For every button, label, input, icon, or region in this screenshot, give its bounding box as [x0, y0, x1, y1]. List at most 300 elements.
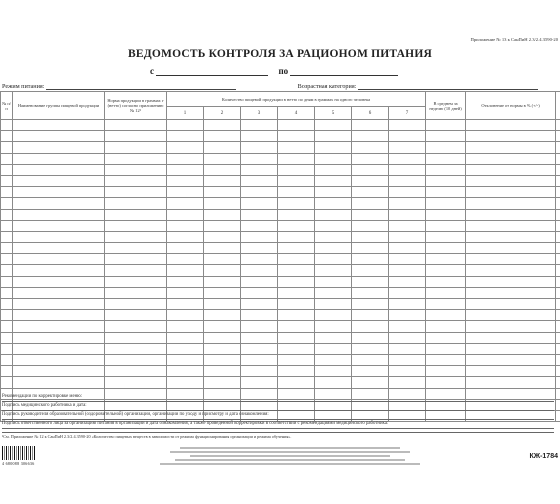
- table-cell[interactable]: [167, 287, 204, 298]
- table-cell[interactable]: [13, 343, 105, 354]
- table-cell[interactable]: [278, 343, 315, 354]
- table-cell[interactable]: [204, 354, 241, 365]
- table-cell[interactable]: [13, 332, 105, 343]
- table-cell[interactable]: [315, 231, 352, 242]
- table-cell[interactable]: [466, 276, 556, 287]
- table-cell[interactable]: [315, 209, 352, 220]
- table-cell[interactable]: [105, 354, 167, 365]
- table-cell[interactable]: [1, 321, 13, 332]
- table-cell[interactable]: [426, 254, 466, 265]
- table-cell[interactable]: [278, 310, 315, 321]
- table-cell[interactable]: [352, 131, 389, 142]
- table-cell[interactable]: [389, 175, 426, 186]
- table-cell[interactable]: [204, 131, 241, 142]
- table-cell[interactable]: [167, 198, 204, 209]
- table-cell[interactable]: [105, 366, 167, 377]
- table-cell[interactable]: [466, 153, 556, 164]
- table-cell[interactable]: [105, 377, 167, 388]
- table-cell[interactable]: [352, 276, 389, 287]
- table-cell[interactable]: [315, 153, 352, 164]
- table-cell[interactable]: [556, 265, 560, 276]
- table-cell[interactable]: [1, 175, 13, 186]
- table-cell[interactable]: [1, 220, 13, 231]
- table-cell[interactable]: [204, 198, 241, 209]
- table-cell[interactable]: [426, 287, 466, 298]
- table-cell[interactable]: [352, 310, 389, 321]
- table-cell[interactable]: [426, 354, 466, 365]
- table-cell[interactable]: [426, 198, 466, 209]
- table-cell[interactable]: [315, 299, 352, 310]
- table-cell[interactable]: [105, 343, 167, 354]
- table-cell[interactable]: [352, 164, 389, 175]
- table-cell[interactable]: [315, 265, 352, 276]
- table-cell[interactable]: [426, 142, 466, 153]
- table-cell[interactable]: [426, 377, 466, 388]
- table-cell[interactable]: [204, 220, 241, 231]
- table-cell[interactable]: [466, 209, 556, 220]
- table-cell[interactable]: [466, 287, 556, 298]
- table-cell[interactable]: [241, 377, 278, 388]
- table-cell[interactable]: [278, 175, 315, 186]
- table-cell[interactable]: [556, 220, 560, 231]
- table-cell[interactable]: [105, 299, 167, 310]
- table-cell[interactable]: [278, 198, 315, 209]
- table-cell[interactable]: [389, 231, 426, 242]
- table-cell[interactable]: [426, 366, 466, 377]
- table-cell[interactable]: [389, 198, 426, 209]
- table-cell[interactable]: [167, 377, 204, 388]
- table-cell[interactable]: [389, 153, 426, 164]
- table-cell[interactable]: [13, 265, 105, 276]
- table-cell[interactable]: [13, 310, 105, 321]
- table-cell[interactable]: [204, 142, 241, 153]
- table-cell[interactable]: [556, 231, 560, 242]
- table-cell[interactable]: [389, 243, 426, 254]
- table-cell[interactable]: [556, 332, 560, 343]
- table-cell[interactable]: [167, 209, 204, 220]
- table-cell[interactable]: [556, 175, 560, 186]
- table-cell[interactable]: [1, 243, 13, 254]
- table-cell[interactable]: [556, 276, 560, 287]
- table-cell[interactable]: [105, 175, 167, 186]
- table-cell[interactable]: [167, 366, 204, 377]
- table-cell[interactable]: [426, 343, 466, 354]
- table-cell[interactable]: [556, 399, 560, 410]
- table-cell[interactable]: [241, 299, 278, 310]
- table-cell[interactable]: [105, 164, 167, 175]
- table-cell[interactable]: [13, 120, 105, 131]
- table-cell[interactable]: [204, 343, 241, 354]
- table-cell[interactable]: [278, 321, 315, 332]
- table-cell[interactable]: [352, 343, 389, 354]
- table-cell[interactable]: [466, 366, 556, 377]
- table-cell[interactable]: [1, 254, 13, 265]
- table-cell[interactable]: [204, 175, 241, 186]
- table-cell[interactable]: [167, 332, 204, 343]
- table-cell[interactable]: [13, 164, 105, 175]
- table-cell[interactable]: [352, 120, 389, 131]
- table-cell[interactable]: [556, 354, 560, 365]
- table-cell[interactable]: [315, 220, 352, 231]
- table-cell[interactable]: [426, 332, 466, 343]
- table-cell[interactable]: [466, 254, 556, 265]
- table-cell[interactable]: [426, 299, 466, 310]
- table-cell[interactable]: [426, 231, 466, 242]
- table-cell[interactable]: [105, 265, 167, 276]
- table-cell[interactable]: [278, 254, 315, 265]
- table-cell[interactable]: [241, 187, 278, 198]
- table-cell[interactable]: [315, 175, 352, 186]
- table-cell[interactable]: [105, 198, 167, 209]
- table-cell[interactable]: [389, 332, 426, 343]
- table-cell[interactable]: [389, 187, 426, 198]
- table-cell[interactable]: [105, 131, 167, 142]
- table-cell[interactable]: [204, 164, 241, 175]
- table-cell[interactable]: [1, 276, 13, 287]
- table-cell[interactable]: [105, 276, 167, 287]
- table-cell[interactable]: [105, 287, 167, 298]
- table-cell[interactable]: [241, 153, 278, 164]
- table-cell[interactable]: [556, 410, 560, 421]
- table-cell[interactable]: [315, 187, 352, 198]
- table-cell[interactable]: [278, 366, 315, 377]
- table-cell[interactable]: [389, 366, 426, 377]
- table-cell[interactable]: [1, 332, 13, 343]
- table-cell[interactable]: [556, 321, 560, 332]
- table-cell[interactable]: [556, 366, 560, 377]
- table-cell[interactable]: [1, 153, 13, 164]
- table-cell[interactable]: [466, 321, 556, 332]
- table-cell[interactable]: [278, 276, 315, 287]
- table-cell[interactable]: [105, 254, 167, 265]
- table-cell[interactable]: [278, 187, 315, 198]
- table-cell[interactable]: [466, 243, 556, 254]
- table-cell[interactable]: [13, 220, 105, 231]
- table-cell[interactable]: [204, 377, 241, 388]
- table-cell[interactable]: [389, 276, 426, 287]
- table-cell[interactable]: [105, 120, 167, 131]
- table-cell[interactable]: [315, 343, 352, 354]
- table-cell[interactable]: [167, 220, 204, 231]
- table-cell[interactable]: [352, 187, 389, 198]
- table-cell[interactable]: [556, 299, 560, 310]
- table-cell[interactable]: [466, 120, 556, 131]
- table-cell[interactable]: [426, 310, 466, 321]
- table-cell[interactable]: [167, 231, 204, 242]
- table-cell[interactable]: [204, 332, 241, 343]
- table-cell[interactable]: [167, 310, 204, 321]
- table-cell[interactable]: [278, 377, 315, 388]
- table-cell[interactable]: [278, 354, 315, 365]
- table-cell[interactable]: [1, 299, 13, 310]
- table-cell[interactable]: [352, 287, 389, 298]
- table-cell[interactable]: [167, 243, 204, 254]
- table-cell[interactable]: [352, 243, 389, 254]
- table-cell[interactable]: [466, 377, 556, 388]
- table-cell[interactable]: [315, 131, 352, 142]
- table-cell[interactable]: [352, 265, 389, 276]
- table-cell[interactable]: [426, 164, 466, 175]
- table-cell[interactable]: [389, 254, 426, 265]
- table-cell[interactable]: [241, 310, 278, 321]
- table-cell[interactable]: [105, 153, 167, 164]
- table-cell[interactable]: [105, 243, 167, 254]
- table-cell[interactable]: [13, 276, 105, 287]
- table-cell[interactable]: [278, 265, 315, 276]
- table-cell[interactable]: [315, 164, 352, 175]
- table-cell[interactable]: [466, 231, 556, 242]
- table-cell[interactable]: [241, 366, 278, 377]
- table-cell[interactable]: [389, 343, 426, 354]
- table-cell[interactable]: [241, 198, 278, 209]
- table-cell[interactable]: [13, 321, 105, 332]
- table-cell[interactable]: [426, 131, 466, 142]
- table-cell[interactable]: [13, 153, 105, 164]
- table-cell[interactable]: [352, 142, 389, 153]
- table-cell[interactable]: [315, 142, 352, 153]
- table-cell[interactable]: [352, 153, 389, 164]
- table-cell[interactable]: [556, 243, 560, 254]
- table-cell[interactable]: [426, 209, 466, 220]
- table-cell[interactable]: [167, 153, 204, 164]
- table-cell[interactable]: [315, 354, 352, 365]
- table-cell[interactable]: [204, 366, 241, 377]
- table-cell[interactable]: [315, 377, 352, 388]
- table-cell[interactable]: [352, 198, 389, 209]
- table-cell[interactable]: [315, 287, 352, 298]
- table-cell[interactable]: [13, 187, 105, 198]
- table-cell[interactable]: [556, 343, 560, 354]
- table-cell[interactable]: [556, 377, 560, 388]
- table-cell[interactable]: [105, 310, 167, 321]
- table-cell[interactable]: [1, 231, 13, 242]
- table-cell[interactable]: [426, 220, 466, 231]
- table-cell[interactable]: [1, 142, 13, 153]
- table-cell[interactable]: [556, 287, 560, 298]
- table-cell[interactable]: [241, 131, 278, 142]
- table-cell[interactable]: [556, 209, 560, 220]
- table-cell[interactable]: [13, 366, 105, 377]
- table-cell[interactable]: [167, 131, 204, 142]
- table-cell[interactable]: [426, 321, 466, 332]
- table-cell[interactable]: [167, 175, 204, 186]
- table-cell[interactable]: [556, 187, 560, 198]
- table-cell[interactable]: [13, 287, 105, 298]
- table-cell[interactable]: [389, 209, 426, 220]
- table-cell[interactable]: [278, 220, 315, 231]
- table-cell[interactable]: [426, 265, 466, 276]
- table-cell[interactable]: [426, 243, 466, 254]
- table-cell[interactable]: [466, 332, 556, 343]
- table-cell[interactable]: [556, 388, 560, 399]
- table-cell[interactable]: [105, 187, 167, 198]
- table-cell[interactable]: [389, 321, 426, 332]
- table-cell[interactable]: [167, 354, 204, 365]
- table-cell[interactable]: [241, 287, 278, 298]
- table-cell[interactable]: [241, 276, 278, 287]
- table-cell[interactable]: [466, 310, 556, 321]
- table-cell[interactable]: [241, 142, 278, 153]
- table-cell[interactable]: [105, 321, 167, 332]
- table-cell[interactable]: [13, 243, 105, 254]
- table-cell[interactable]: [241, 231, 278, 242]
- table-cell[interactable]: [389, 265, 426, 276]
- table-cell[interactable]: [278, 209, 315, 220]
- table-cell[interactable]: [426, 175, 466, 186]
- table-cell[interactable]: [13, 142, 105, 153]
- table-cell[interactable]: [204, 287, 241, 298]
- table-cell[interactable]: [1, 187, 13, 198]
- table-cell[interactable]: [13, 198, 105, 209]
- table-cell[interactable]: [241, 354, 278, 365]
- table-cell[interactable]: [13, 377, 105, 388]
- table-cell[interactable]: [241, 209, 278, 220]
- table-cell[interactable]: [241, 175, 278, 186]
- table-cell[interactable]: [13, 299, 105, 310]
- table-cell[interactable]: [167, 120, 204, 131]
- table-cell[interactable]: [315, 366, 352, 377]
- table-cell[interactable]: [278, 131, 315, 142]
- table-cell[interactable]: [204, 243, 241, 254]
- table-cell[interactable]: [1, 366, 13, 377]
- table-cell[interactable]: [13, 231, 105, 242]
- table-cell[interactable]: [105, 231, 167, 242]
- table-cell[interactable]: [426, 153, 466, 164]
- table-cell[interactable]: [241, 120, 278, 131]
- table-cell[interactable]: [204, 276, 241, 287]
- table-cell[interactable]: [13, 175, 105, 186]
- table-cell[interactable]: [352, 366, 389, 377]
- table-cell[interactable]: [13, 209, 105, 220]
- age-category-field[interactable]: [358, 83, 538, 90]
- table-cell[interactable]: [241, 343, 278, 354]
- table-cell[interactable]: [105, 209, 167, 220]
- table-cell[interactable]: [278, 164, 315, 175]
- table-cell[interactable]: [278, 231, 315, 242]
- table-cell[interactable]: [105, 220, 167, 231]
- table-cell[interactable]: [466, 142, 556, 153]
- table-cell[interactable]: [556, 198, 560, 209]
- table-cell[interactable]: [426, 187, 466, 198]
- table-cell[interactable]: [241, 254, 278, 265]
- table-cell[interactable]: [167, 164, 204, 175]
- table-cell[interactable]: [278, 287, 315, 298]
- table-cell[interactable]: [204, 231, 241, 242]
- table-cell[interactable]: [315, 332, 352, 343]
- table-cell[interactable]: [1, 287, 13, 298]
- table-cell[interactable]: [1, 310, 13, 321]
- table-cell[interactable]: [167, 321, 204, 332]
- table-cell[interactable]: [466, 354, 556, 365]
- table-cell[interactable]: [556, 254, 560, 265]
- table-cell[interactable]: [466, 343, 556, 354]
- table-cell[interactable]: [204, 254, 241, 265]
- table-cell[interactable]: [1, 354, 13, 365]
- table-cell[interactable]: [167, 254, 204, 265]
- table-cell[interactable]: [167, 343, 204, 354]
- table-cell[interactable]: [241, 332, 278, 343]
- table-cell[interactable]: [241, 164, 278, 175]
- table-cell[interactable]: [556, 131, 560, 142]
- table-cell[interactable]: [352, 377, 389, 388]
- table-cell[interactable]: [105, 332, 167, 343]
- table-cell[interactable]: [556, 120, 560, 131]
- table-cell[interactable]: [466, 265, 556, 276]
- table-cell[interactable]: [204, 187, 241, 198]
- table-cell[interactable]: [556, 142, 560, 153]
- table-cell[interactable]: [315, 310, 352, 321]
- table-cell[interactable]: [352, 209, 389, 220]
- table-cell[interactable]: [167, 299, 204, 310]
- table-cell[interactable]: [167, 265, 204, 276]
- table-cell[interactable]: [556, 310, 560, 321]
- table-cell[interactable]: [389, 287, 426, 298]
- table-cell[interactable]: [352, 321, 389, 332]
- table-cell[interactable]: [352, 254, 389, 265]
- table-cell[interactable]: [278, 299, 315, 310]
- table-cell[interactable]: [204, 209, 241, 220]
- table-cell[interactable]: [1, 343, 13, 354]
- table-cell[interactable]: [389, 310, 426, 321]
- table-cell[interactable]: [466, 175, 556, 186]
- table-cell[interactable]: [556, 164, 560, 175]
- regime-field[interactable]: [46, 83, 236, 90]
- table-cell[interactable]: [105, 142, 167, 153]
- table-cell[interactable]: [352, 332, 389, 343]
- from-date-field[interactable]: [156, 66, 268, 76]
- table-cell[interactable]: [315, 198, 352, 209]
- table-cell[interactable]: [278, 153, 315, 164]
- table-cell[interactable]: [1, 209, 13, 220]
- table-cell[interactable]: [241, 321, 278, 332]
- to-date-field[interactable]: [290, 66, 398, 76]
- table-cell[interactable]: [352, 231, 389, 242]
- table-cell[interactable]: [426, 276, 466, 287]
- table-cell[interactable]: [426, 120, 466, 131]
- table-cell[interactable]: [167, 187, 204, 198]
- table-cell[interactable]: [466, 198, 556, 209]
- table-cell[interactable]: [389, 354, 426, 365]
- table-cell[interactable]: [204, 153, 241, 164]
- table-cell[interactable]: [1, 164, 13, 175]
- table-cell[interactable]: [13, 354, 105, 365]
- table-cell[interactable]: [315, 120, 352, 131]
- table-cell[interactable]: [466, 299, 556, 310]
- table-cell[interactable]: [315, 276, 352, 287]
- table-cell[interactable]: [13, 131, 105, 142]
- table-cell[interactable]: [204, 120, 241, 131]
- table-cell[interactable]: [466, 164, 556, 175]
- table-cell[interactable]: [204, 299, 241, 310]
- table-cell[interactable]: [241, 243, 278, 254]
- table-cell[interactable]: [315, 321, 352, 332]
- table-cell[interactable]: [389, 142, 426, 153]
- table-cell[interactable]: [167, 276, 204, 287]
- table-cell[interactable]: [1, 377, 13, 388]
- table-cell[interactable]: [1, 120, 13, 131]
- table-cell[interactable]: [556, 153, 560, 164]
- table-cell[interactable]: [1, 131, 13, 142]
- table-cell[interactable]: [278, 120, 315, 131]
- table-cell[interactable]: [352, 354, 389, 365]
- table-cell[interactable]: [1, 265, 13, 276]
- table-cell[interactable]: [389, 164, 426, 175]
- table-cell[interactable]: [315, 254, 352, 265]
- table-cell[interactable]: [204, 321, 241, 332]
- table-cell[interactable]: [466, 187, 556, 198]
- table-cell[interactable]: [278, 332, 315, 343]
- table-cell[interactable]: [389, 131, 426, 142]
